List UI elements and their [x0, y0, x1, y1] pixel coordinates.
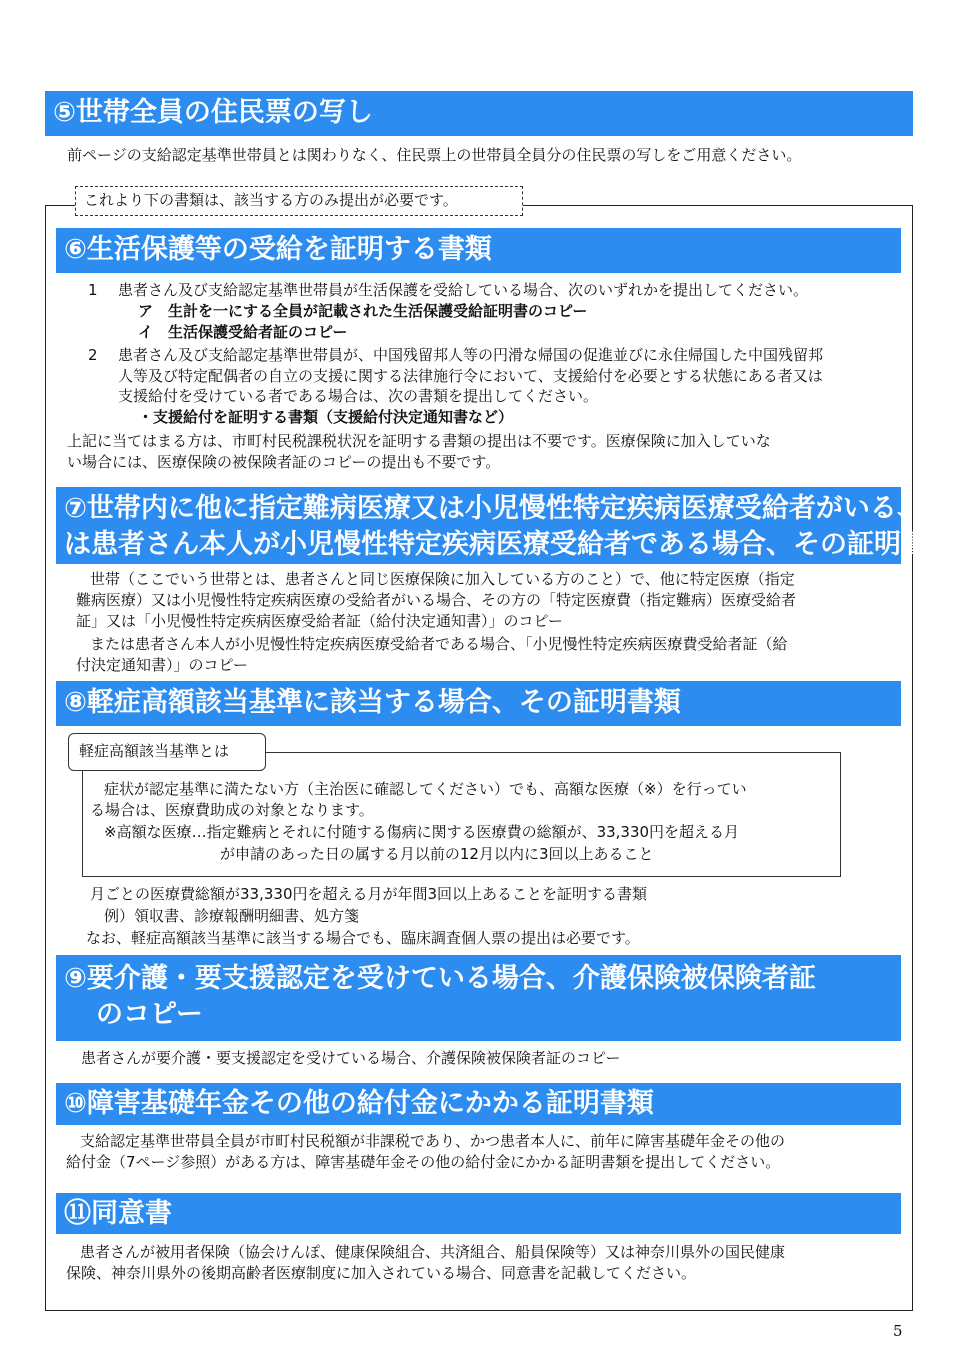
section-7-line1: 世帯（ここでいう世帯とは、患者さんと同じ医療保険に加入している方のこと）で、他に特定医療（指定 [90, 570, 795, 588]
section-7-line2: 難病医療）又は小児慢性特定疾病医療の受給者がいる場合、その方の「特定医療費（指定難病）医療受給者 [76, 591, 797, 609]
section-7-line3: 証」又は「小児慢性特定疾病医療受給者証（給付決定通知書）」のコピー [76, 612, 563, 630]
section-6-note-line2: い場合には、医療保険の被保険者証のコピーの提出も不要です。 [67, 453, 501, 471]
definition-line1: 症状が認定基準に満たない方（主治医に確認してください）でも、高額な医療（※）を行ってい [104, 780, 747, 798]
section-8-heading [56, 681, 901, 726]
section-6-item2-line2: 人等及び特定配偶者の自立の支援に関する法律施行令において、支援給付を必要とする状態にある者又は [118, 367, 823, 385]
section-10-title: ⑩障害基礎年金その他の給付金にかかる証明書類 [64, 1088, 654, 1119]
definition-note-line1: ※高額な医療…指定難病とそれに付随する傷病に関する医療費の総額が、33,330円を超える月 [104, 823, 740, 841]
section-9-heading [56, 955, 901, 1041]
section-10-heading [56, 1083, 901, 1125]
section-6-item2-line3: 支援給付を受けている者である場合は、次の書類を提出してください。 [118, 387, 599, 405]
section-6-heading [56, 228, 901, 273]
definition-label: 軽症高額該当基準とは [68, 733, 266, 771]
section-7-heading [56, 487, 955, 564]
section-8-title: ⑧軽症高額該当基準に該当する場合、その証明書類 [64, 687, 681, 718]
section-6-item2-number: 2 [88, 346, 98, 364]
page-number: 5 [893, 1322, 903, 1340]
definition-note-line2: が申請のあった日の属する月以前の12月以内に3回以上あること [220, 845, 654, 863]
section-6-item1-option-b: イ 生活保護受給者証のコピー [138, 323, 348, 341]
section-6-title: ⑥生活保護等の受給を証明する書類 [64, 234, 492, 265]
section-7-title-line1: ⑦世帯内に他に指定難病医療又は小児慢性特定疾病医療受給者がいる、又 [64, 493, 951, 524]
section-8-line2: 例）領収書、診療報酬明細書、処方箋 [104, 907, 360, 925]
section-5-heading [45, 91, 913, 136]
section-8-line1: 月ごとの医療費総額が33,330円を超える月が年間3回以上あることを証明する書類 [90, 885, 648, 903]
section-11-heading [56, 1193, 901, 1234]
section-7-title-line2: は患者さん本人が小児慢性特定疾病医療受給者である場合、その証明書類 [64, 529, 955, 560]
section-6-item1-text: 患者さん及び支給認定基準世帯員が生活保護を受給している場合、次のいずれかを提出してください。 [118, 281, 809, 299]
section-9-text: 患者さんが要介護・要支援認定を受けている場合、介護保険被保険者証のコピー [81, 1049, 621, 1067]
section-10-line1: 支給認定基準世帯員全員が市町村民税額が非課税であり、かつ患者本人に、前年に障害基礎年金その他の [80, 1132, 786, 1150]
section-6-item1-option-a: ア 生計を一にする全員が記載された生活保護受給証明書のコピー [138, 302, 588, 320]
section-7-line5: 付決定通知書）」のコピー [76, 656, 248, 674]
section-9-title-line2: のコピー [96, 999, 203, 1030]
section-11-line1: 患者さんが被用者保険（協会けんぽ、健康保険組合、共済組合、船員保険等）又は神奈川県外の国民健康 [80, 1243, 786, 1261]
notice-label: これより下の書類は、該当する方のみ提出が必要です。 [75, 186, 523, 216]
definition-line2: る場合は、医療費助成の対象となります。 [90, 801, 374, 819]
section-9-title-line1: ⑨要介護・要支援認定を受けている場合、介護保険被保険者証 [64, 963, 816, 994]
section-7-line4: または患者さん本人が小児慢性特定疾病医療受給者である場合、「小児慢性特定疾病医療費受給者証（給 [90, 635, 788, 653]
section-6-item1-number: 1 [88, 281, 98, 299]
section-11-line2: 保険、神奈川県外の後期高齢者医療制度に加入されている場合、同意書を記載してください。 [66, 1264, 697, 1282]
section-5-title: ⑤世帯全員の住民票の写し [53, 97, 373, 128]
section-6-item2-line1: 患者さん及び支給認定基準世帯員が、中国残留邦人等の円滑な帰国の促進並びに永住帰国した中国残留邦 [118, 346, 824, 364]
section-6-item2-bullet: ・支援給付を証明する書類（支援給付決定通知書など） [138, 408, 514, 426]
section-10-line2: 給付金（7ページ参照）がある方は、障害基礎年金その他の給付金にかかる証明書類を提出してください。 [66, 1153, 781, 1171]
section-5-text: 前ページの支給認定基準世帯員とは関わりなく、住民票上の世帯員全員分の住民票の写しをご用意ください。 [67, 146, 802, 164]
section-6-note-line1: 上記に当てはまる方は、市町村民税課税状況を証明する書類の提出は不要です。医療保険に加入していな [67, 432, 771, 450]
section-8-line3: なお、軽症高額該当基準に該当する場合でも、臨床調査個人票の提出は必要です。 [86, 929, 640, 947]
section-11-title: ⑪同意書 [64, 1198, 172, 1229]
